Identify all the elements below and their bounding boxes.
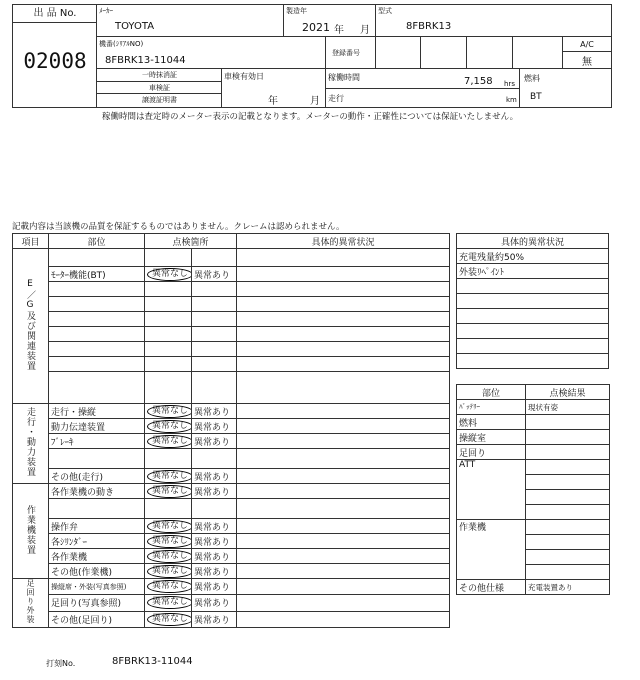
detail-cell bbox=[237, 327, 450, 342]
right-results-table bbox=[456, 384, 610, 595]
part-label: その他(走行) bbox=[49, 469, 145, 484]
right-detail-row bbox=[457, 324, 609, 339]
table-header-row bbox=[13, 234, 450, 249]
mfg-year-cell bbox=[284, 5, 376, 37]
ng-label[interactable]: 異常あり bbox=[192, 549, 237, 564]
ng-label[interactable]: 異常あり bbox=[192, 564, 237, 579]
right-detail-row: 充電残量約50% bbox=[457, 249, 609, 264]
ok-label: 異常なし bbox=[147, 596, 192, 609]
right-detail-row bbox=[457, 279, 609, 294]
check-cell bbox=[145, 249, 192, 267]
ok-label: 異常なし bbox=[147, 268, 192, 281]
hours-value: 7,158 bbox=[464, 76, 493, 87]
model-cell bbox=[376, 5, 611, 37]
check-cell bbox=[145, 342, 192, 357]
result-value bbox=[526, 565, 610, 580]
col-detail: 具体的異常状況 bbox=[237, 234, 450, 249]
detail-cell bbox=[237, 449, 450, 469]
ok-label: 異常なし bbox=[147, 470, 192, 483]
ok-label: 異常なし bbox=[147, 435, 192, 448]
result-value bbox=[526, 490, 610, 505]
ok-label: 異常なし bbox=[147, 550, 192, 563]
ng-label[interactable]: 異常あり bbox=[192, 519, 237, 534]
table-row bbox=[457, 415, 610, 430]
part-cell bbox=[49, 372, 145, 404]
right-detail-row bbox=[457, 309, 609, 324]
inspection-table bbox=[12, 233, 450, 628]
result-value bbox=[526, 475, 610, 490]
ok-mark[interactable] bbox=[145, 469, 192, 484]
temp-cert-label: 一時抹消証 bbox=[97, 69, 222, 82]
serial-value: 8FBRK13-11044 bbox=[105, 55, 186, 66]
group-drive bbox=[13, 404, 49, 484]
result-value bbox=[526, 520, 610, 535]
table-row bbox=[13, 499, 450, 519]
col-part: 部位 bbox=[49, 234, 145, 249]
group-exterior-label: 足回り外装 bbox=[26, 579, 35, 624]
result-value bbox=[526, 460, 610, 475]
mfg-year-label: 製造年 bbox=[286, 7, 307, 15]
part-label: 操縦席・外装(写真参照) bbox=[49, 579, 145, 595]
result-value bbox=[526, 550, 610, 565]
hours-divider bbox=[326, 88, 520, 89]
reg-box-3 bbox=[467, 37, 513, 69]
result-value: 充電装置あり bbox=[526, 580, 610, 595]
maker-label: ﾒｰｶｰ bbox=[99, 7, 113, 15]
table-row bbox=[13, 297, 450, 312]
right-detail-table bbox=[456, 233, 609, 369]
table-row bbox=[13, 357, 450, 372]
detail-cell bbox=[237, 469, 450, 484]
ng-label[interactable]: 異常あり bbox=[192, 419, 237, 434]
ok-label: 異常なし bbox=[147, 520, 192, 533]
ng-label[interactable]: 異常あり bbox=[192, 611, 237, 627]
right-results-header-row bbox=[457, 385, 610, 400]
result-value bbox=[526, 415, 610, 430]
right-detail-row bbox=[457, 294, 609, 309]
table-row bbox=[13, 469, 450, 484]
table-row bbox=[13, 419, 450, 434]
maker-cell bbox=[97, 5, 284, 37]
group-work bbox=[13, 484, 49, 579]
detail-cell bbox=[237, 484, 450, 499]
exhibit-number: 02008 bbox=[23, 49, 87, 73]
reg-box-4 bbox=[513, 37, 563, 69]
part-cell bbox=[49, 499, 145, 519]
result-part: その他仕様 bbox=[457, 580, 526, 595]
detail-cell bbox=[237, 519, 450, 534]
mileage-label: 走行 bbox=[328, 94, 344, 103]
list-item bbox=[457, 279, 609, 294]
result-part: ATT bbox=[457, 460, 526, 520]
ok-mark[interactable] bbox=[145, 484, 192, 499]
exhibit-box bbox=[13, 5, 97, 107]
mfg-year-value: 2021 bbox=[302, 21, 330, 34]
right-col-part: 部位 bbox=[457, 385, 526, 400]
model-label: 型式 bbox=[378, 7, 392, 15]
list-item bbox=[457, 264, 609, 279]
ng-label[interactable]: 異常あり bbox=[192, 267, 237, 282]
ok-label: 異常なし bbox=[147, 405, 192, 418]
check-cell bbox=[192, 449, 237, 469]
right-detail-header-row bbox=[457, 234, 609, 249]
right-detail-row bbox=[457, 354, 609, 369]
table-row bbox=[13, 579, 450, 595]
right-col-result: 点検結果 bbox=[526, 385, 610, 400]
table-row bbox=[457, 445, 610, 460]
right-detail-header: 具体的異常状況 bbox=[457, 234, 609, 249]
ok-mark[interactable] bbox=[145, 267, 192, 282]
check-cell bbox=[192, 297, 237, 312]
ok-mark[interactable] bbox=[145, 549, 192, 564]
check-cell bbox=[192, 312, 237, 327]
ok-label: 異常なし bbox=[147, 485, 192, 498]
ng-label[interactable]: 異常あり bbox=[192, 469, 237, 484]
mileage-unit: km bbox=[506, 96, 517, 104]
check-cell bbox=[145, 357, 192, 372]
ac-cell bbox=[563, 37, 611, 69]
detail-cell bbox=[237, 342, 450, 357]
ok-mark[interactable] bbox=[145, 434, 192, 449]
detail-cell bbox=[237, 611, 450, 627]
fuel-cell bbox=[520, 69, 611, 107]
group-engine bbox=[13, 249, 49, 404]
part-label: 各作業機の動き bbox=[49, 484, 145, 499]
list-item bbox=[457, 294, 609, 309]
table-row bbox=[13, 342, 450, 357]
detail-cell bbox=[237, 564, 450, 579]
ng-label[interactable]: 異常あり bbox=[192, 579, 237, 595]
detail-cell bbox=[237, 297, 450, 312]
reg-box-1 bbox=[376, 37, 421, 69]
group-exterior bbox=[13, 579, 49, 628]
ok-mark[interactable] bbox=[145, 564, 192, 579]
result-part: 作業機 bbox=[457, 520, 526, 580]
detail-cell bbox=[237, 534, 450, 549]
check-cell bbox=[145, 499, 192, 519]
table-row bbox=[13, 534, 450, 549]
col-item: 項目 bbox=[13, 234, 49, 249]
stamp-value: 8FBRK13-11044 bbox=[112, 656, 193, 667]
part-cell bbox=[49, 312, 145, 327]
result-part: 操縦室 bbox=[457, 430, 526, 445]
check-cell bbox=[145, 449, 192, 469]
check-cell bbox=[192, 357, 237, 372]
reg-box-2 bbox=[421, 37, 467, 69]
inspection-cell bbox=[222, 69, 326, 107]
ac-label: A/C bbox=[563, 37, 611, 52]
ac-value: 無 bbox=[582, 57, 592, 68]
group-work-label: 作業機装置 bbox=[25, 504, 35, 555]
check-cell bbox=[145, 327, 192, 342]
ng-label[interactable]: 異常あり bbox=[192, 484, 237, 499]
ok-label: 異常なし bbox=[147, 580, 192, 593]
ok-mark[interactable] bbox=[145, 595, 192, 611]
result-value bbox=[526, 535, 610, 550]
result-value bbox=[526, 505, 610, 520]
part-label: その他(作業機) bbox=[49, 564, 145, 579]
check-cell bbox=[192, 282, 237, 297]
check-cell bbox=[192, 327, 237, 342]
detail-cell bbox=[237, 372, 450, 404]
result-value bbox=[526, 430, 610, 445]
part-label: 各作業機 bbox=[49, 549, 145, 564]
part-cell bbox=[49, 282, 145, 297]
mfg-year-unit: 年 bbox=[334, 25, 344, 36]
check-cell bbox=[192, 249, 237, 267]
detail-cell bbox=[237, 249, 450, 267]
table-row bbox=[457, 580, 610, 595]
ok-mark[interactable] bbox=[145, 534, 192, 549]
fuel-label: 燃料 bbox=[524, 74, 540, 83]
right-detail-row bbox=[457, 339, 609, 354]
mfg-month-unit: 月 bbox=[360, 25, 370, 36]
detail-cell bbox=[237, 579, 450, 595]
transfer-cert-label: 譲渡証明書 bbox=[142, 96, 177, 104]
part-cell bbox=[49, 249, 145, 267]
table-row bbox=[457, 520, 610, 535]
table-row bbox=[13, 267, 450, 282]
table-row bbox=[457, 400, 610, 415]
ng-label[interactable]: 異常あり bbox=[192, 404, 237, 419]
exhibit-label: 出 品 No. bbox=[13, 5, 97, 23]
detail-cell bbox=[237, 404, 450, 419]
table-row bbox=[457, 430, 610, 445]
reg-label: 登録番号 bbox=[332, 49, 360, 57]
hours-label: 稼働時間 bbox=[328, 73, 360, 82]
detail-cell bbox=[237, 499, 450, 519]
table-row bbox=[13, 595, 450, 611]
part-cell bbox=[49, 449, 145, 469]
list-item bbox=[457, 249, 609, 264]
hours-note: 稼働時間は査定時のメーター表示の記載となります。メーターの動作・正確性については保証いたしません。 bbox=[102, 112, 519, 122]
ok-mark[interactable] bbox=[145, 611, 192, 627]
detail-cell bbox=[237, 357, 450, 372]
part-cell bbox=[49, 327, 145, 342]
check-cell bbox=[192, 499, 237, 519]
table-row bbox=[13, 312, 450, 327]
list-item bbox=[457, 324, 609, 339]
right-detail-row: 外装ﾘﾍﾟｲﾝﾄ bbox=[457, 264, 609, 279]
table-row bbox=[13, 434, 450, 449]
ng-label[interactable]: 異常あり bbox=[192, 534, 237, 549]
inspection-year-unit: 年 bbox=[268, 96, 278, 107]
detail-cell bbox=[237, 549, 450, 564]
ng-label[interactable]: 異常あり bbox=[192, 434, 237, 449]
part-label: 動力伝達装置 bbox=[49, 419, 145, 434]
check-cell bbox=[145, 297, 192, 312]
hours-unit: hrs bbox=[504, 80, 515, 88]
part-label: 操作弁 bbox=[49, 519, 145, 534]
ok-label: 異常なし bbox=[147, 565, 192, 578]
certs-cell bbox=[97, 69, 222, 107]
reg-label-cell bbox=[326, 37, 376, 69]
table-row bbox=[13, 404, 450, 419]
stamp-label: 打刻No. bbox=[46, 659, 76, 668]
result-part: ﾊﾞｯﾃﾘｰ bbox=[457, 400, 526, 415]
part-label: その他(足回り) bbox=[49, 611, 145, 627]
ok-mark[interactable] bbox=[145, 579, 192, 595]
detail-cell bbox=[237, 312, 450, 327]
table-row bbox=[13, 327, 450, 342]
ok-mark[interactable] bbox=[145, 519, 192, 534]
list-item bbox=[457, 309, 609, 324]
result-value: 現状有姿 bbox=[526, 400, 610, 415]
check-cell bbox=[145, 372, 192, 404]
table-row bbox=[13, 484, 450, 499]
ng-label[interactable]: 異常あり bbox=[192, 595, 237, 611]
table-row bbox=[13, 549, 450, 564]
table-row bbox=[13, 564, 450, 579]
table-row bbox=[13, 449, 450, 469]
part-label: ﾌﾞﾚｰｷ bbox=[49, 434, 145, 449]
result-part: 足回り bbox=[457, 445, 526, 460]
ok-mark[interactable] bbox=[145, 419, 192, 434]
detail-cell bbox=[237, 419, 450, 434]
vehicle-cert-label: 車検証 bbox=[97, 82, 222, 94]
part-label: 各ｼﾘﾝﾀﾞｰ bbox=[49, 534, 145, 549]
serial-label: 機番(ｼﾘｱﾙNO) bbox=[99, 40, 144, 48]
group-drive-label: 走行・動力装置 bbox=[25, 407, 35, 477]
table-row bbox=[13, 249, 450, 267]
part-cell bbox=[49, 342, 145, 357]
inspection-month-unit: 月 bbox=[310, 96, 320, 107]
col-check: 点検箇所 bbox=[145, 234, 237, 249]
result-part: 燃料 bbox=[457, 415, 526, 430]
ok-label: 異常なし bbox=[147, 420, 192, 433]
detail-cell bbox=[237, 595, 450, 611]
check-cell bbox=[192, 372, 237, 404]
header-block bbox=[12, 4, 612, 108]
list-item bbox=[457, 354, 609, 369]
detail-cell bbox=[237, 267, 450, 282]
hours-cell bbox=[326, 69, 520, 107]
detail-cell bbox=[237, 282, 450, 297]
part-cell bbox=[49, 357, 145, 372]
result-value bbox=[526, 445, 610, 460]
part-cell bbox=[49, 297, 145, 312]
group-engine-label: E／G及び関連装置 bbox=[25, 278, 35, 371]
table-row bbox=[13, 519, 450, 534]
ok-label: 異常なし bbox=[147, 613, 192, 626]
model-value: 8FBRK13 bbox=[406, 21, 452, 32]
serial-cell bbox=[97, 37, 326, 69]
detail-cell bbox=[237, 434, 450, 449]
check-cell bbox=[145, 282, 192, 297]
check-cell bbox=[145, 312, 192, 327]
part-label: 走行・操縦 bbox=[49, 404, 145, 419]
fuel-value: BT bbox=[530, 92, 542, 102]
part-label: ﾓｰﾀｰ機能(BT) bbox=[49, 267, 145, 282]
table-row bbox=[13, 282, 450, 297]
table-row bbox=[13, 372, 450, 404]
inspection-label: 車検有効日 bbox=[224, 72, 264, 81]
ok-label: 異常なし bbox=[147, 535, 192, 548]
table-row bbox=[457, 460, 610, 475]
quality-note: 記載内容は当該機の品質を保証するものではありません。クレームは認められません。 bbox=[12, 222, 345, 232]
part-label: 足回り(写真参照) bbox=[49, 595, 145, 611]
list-item bbox=[457, 339, 609, 354]
ok-mark[interactable] bbox=[145, 404, 192, 419]
table-row bbox=[13, 611, 450, 627]
maker-value: TOYOTA bbox=[115, 21, 155, 32]
check-cell bbox=[192, 342, 237, 357]
